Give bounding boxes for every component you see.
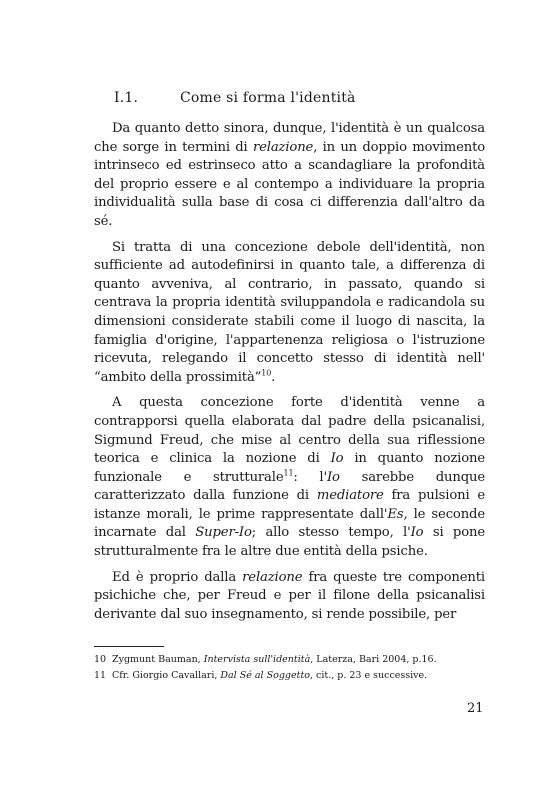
text-run: . bbox=[271, 369, 276, 385]
text-run: : l' bbox=[293, 469, 327, 485]
section-number: I.1. bbox=[114, 90, 139, 106]
paragraph bbox=[94, 394, 485, 561]
text-run: Zygmunt Bauman, bbox=[112, 654, 204, 665]
footnote bbox=[94, 652, 494, 668]
italic-term: mediatore bbox=[316, 488, 384, 504]
text-run: Cfr. Giorgio Cavallari, bbox=[112, 670, 221, 681]
text-run: si pone strutturalmente fra le altre due entità della psiche. bbox=[94, 525, 486, 560]
text-run: Da quanto detto sinora, dunque, l'identità è un qualcosa che sorge in termini di bbox=[94, 121, 485, 155]
text-run: in quanto nozione funzionale e strutturale bbox=[94, 451, 486, 485]
footnote-number: 11 bbox=[94, 670, 107, 681]
text-run: , Laterza, Bari 2004, p.16. bbox=[310, 654, 437, 665]
italic-term: relazione bbox=[242, 569, 303, 585]
page-number: 21 bbox=[467, 701, 484, 716]
paragraph bbox=[94, 120, 485, 232]
italic-term: Io bbox=[410, 525, 424, 541]
footnote bbox=[94, 668, 494, 684]
italic-term: relazione bbox=[252, 139, 314, 155]
text-run: Si tratta di una concezione debole dell'identità, non sufficiente ad autodefinirsi in quanto tale, a differenza di quanto avveniva, al contrario, in passato, quando si centrava la propria identità sviluppandola e radicandola su dimensioni considerate stabili come il luogo di nascita, la famiglia d'origine, l'appartenenza religiosa o l'istruzione ricevuta, relegando il concetto stesso di identità nell' “ambito della prossimità” bbox=[94, 239, 485, 385]
section-heading bbox=[114, 90, 356, 106]
footnote-divider bbox=[94, 646, 164, 647]
body-text bbox=[94, 120, 485, 631]
footnote-reference[interactable]: 11 bbox=[283, 468, 294, 478]
text-run: , in un doppio movimento intrinseco ed estrinseco atto a scandagliare la profondità del proprio essere e al contempo a individuare la propria individualità sulla base di cosa ci differenzia dall'altro da sé. bbox=[94, 139, 486, 229]
text-run: fra pulsioni e istanze morali, le prime rappresentate dall' bbox=[94, 488, 486, 522]
footnotes bbox=[94, 652, 494, 684]
text-run: A questa concezione forte d'identità venne a contrapporsi quella elaborata dal padre della psicanalisi, Sigmund Freud, che mise al centro della sua riflessione teorica e clinica la nozione di bbox=[94, 395, 485, 467]
text-run: Ed è proprio dalla bbox=[112, 569, 243, 585]
text-run: fra queste tre componenti psichiche che, per Freud e per il filone della psicanalisi derivante dal suo insegnamento, si rende possibile, per bbox=[94, 569, 485, 622]
text-run: ; allo stesso tempo, l' bbox=[251, 525, 411, 541]
footnote-reference[interactable]: 10 bbox=[261, 368, 272, 378]
paragraph bbox=[94, 569, 485, 625]
text-run: , cit., p. 23 e successive. bbox=[309, 670, 428, 681]
section-title: Come si forma l'identità bbox=[180, 90, 356, 106]
text-run: , le seconde incarnate dal bbox=[94, 506, 486, 541]
italic-term: Io bbox=[330, 451, 344, 467]
italic-term: Super-Io bbox=[195, 525, 252, 541]
italic-title: Dal Sé al Soggetto bbox=[220, 670, 310, 681]
italic-title: Intervista sull'identità bbox=[203, 654, 311, 665]
italic-term: Es bbox=[387, 506, 404, 522]
paragraph bbox=[94, 239, 485, 388]
text-run: sarebbe dunque caratterizzato dalla funzione di bbox=[94, 469, 485, 504]
italic-term: Io bbox=[326, 469, 340, 485]
footnote-number: 10 bbox=[94, 654, 107, 665]
